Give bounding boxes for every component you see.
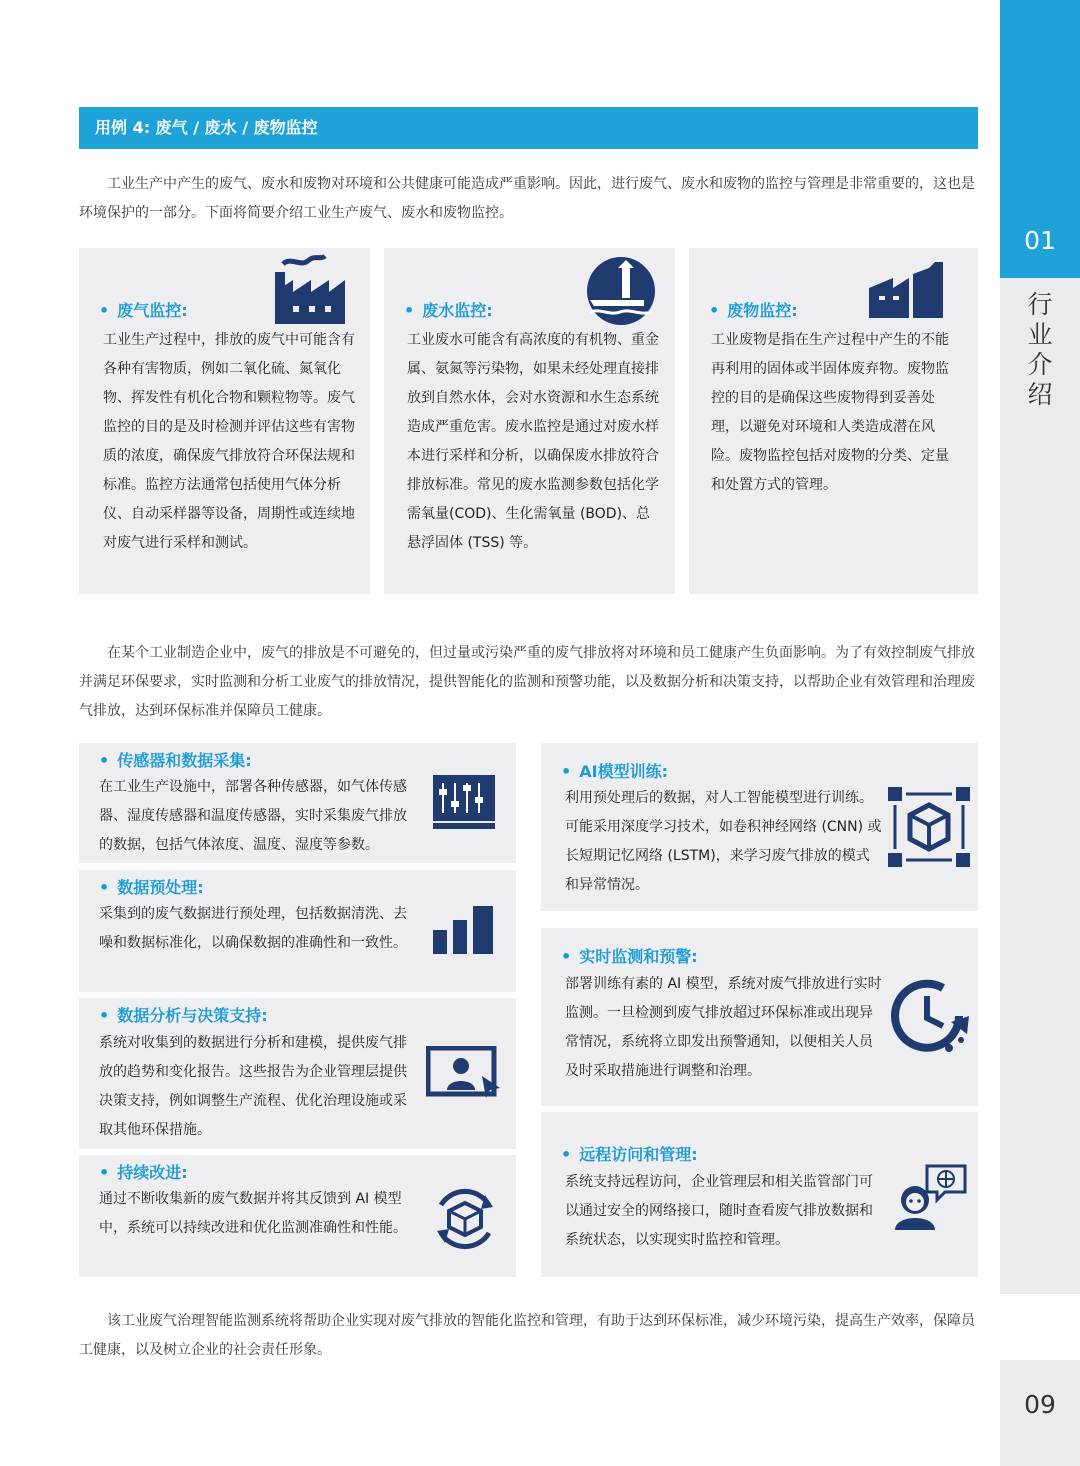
card-body: 在工业生产设施中，部署各种传感器，如气体传感器、湿度传感器和温度传感器，实时采集废气排放的数据，包括气体浓度、温度、湿度等参数。: [99, 779, 407, 853]
remote-support-icon: [891, 1162, 971, 1230]
card-ai-training: [541, 743, 978, 911]
cycle-cube-icon: [427, 1181, 503, 1257]
card-body: 利用预处理后的数据，对人工智能模型进行训练。可能采用深度学习技术，如卷积神经网络 (CNN) 或长短期记忆网络 (LSTM)，来学习废气排放的模式和异常情况。: [565, 790, 882, 893]
card-title: • AI模型训练:: [561, 762, 668, 781]
card-body: 系统对收集到的数据进行分析和建模，提供废气排放的趋势和变化报告。这些报告为企业管理层提供决策支持，例如调整生产流程、优化治理设施或采取其他环保措施。: [99, 1035, 407, 1138]
card-title: • 废水监控:: [404, 301, 493, 320]
card-realtime-monitoring: [541, 928, 978, 1106]
clock-refresh-icon: [889, 974, 973, 1058]
card-body: 工业废物是指在生产过程中产生的不能再利用的固体或半固体废弃物。废物监控的目的是确保这些废物得到妥善处理，以避免对环境和人类造成潜在风险。废物监控包括对废物的分类、定量和处置方式的管理。: [711, 332, 949, 493]
water-plant-icon: [584, 254, 658, 328]
card-waste-gas: [79, 248, 370, 594]
card-remote-access: [541, 1112, 978, 1277]
presentation-icon: [426, 1046, 502, 1100]
chapter-title: 行业介绍: [1027, 290, 1053, 409]
card-title: • 数据预处理:: [99, 878, 204, 897]
card-body: 部署训练有素的 AI 模型，系统对废气排放进行实时监测。一旦检测到废气排放超过环保标准或出现异常情况，系统将立即发出预警通知，以便相关人员及时采取措施进行调整和治理。: [565, 976, 882, 1079]
factory-icon: [269, 254, 349, 326]
card-title: • 远程访问和管理:: [561, 1145, 698, 1164]
card-title: • 废物监控:: [709, 301, 798, 320]
card-analysis: [79, 998, 516, 1149]
card-body: 工业生产过程中，排放的废气中可能含有各种有害物质，例如二氧化硫、氮氧化物、挥发性有机化合物和颗粒物等。废气监控的目的是及时检测并评估这些有害物质的浓度，确保废气排放符合环保法规和标准。监控方法通常包括使用气体分析仪、自动采样器等设备，周期性或连续地对废气进行采样和测试。: [103, 332, 355, 551]
intro-paragraph: 工业生产中产生的废气、废水和废物对环境和公共健康可能造成严重影响。因此，进行废气、废水和废物的监控与管理是非常重要的，这也是环境保护的一部分。下面将简要介绍工业生产废气、废水和废物监控。: [79, 176, 975, 221]
card-body: 采集到的废气数据进行预处理，包括数据清洗、去噪和数据标准化，以确保数据的准确性和一致性。: [99, 906, 407, 951]
card-waste-water: [384, 248, 675, 594]
card-title: • 持续改进:: [99, 1163, 188, 1182]
card-title: • 实时监测和预警:: [561, 947, 698, 966]
card-sensors: [79, 743, 516, 863]
bar-chart-icon: [431, 904, 497, 954]
card-body: 工业废水可能含有高浓度的有机物、重金属、氨氮等污染物，如果未经处理直接排放到自然水体，会对水资源和水生态系统造成严重危害。废水监控是通过对废水样本进行采样和分析，以确保废水排放符合排放标准。常见的废水监测参数包括化学需氧量(COD)、生化需氧量 (BOD)、总悬浮固体 (TSS) 等。: [407, 332, 659, 551]
chapter-number: 01: [1024, 226, 1056, 255]
card-title: • 传感器和数据采集:: [99, 751, 252, 770]
card-continuous-improvement: [79, 1155, 516, 1277]
card-solid-waste: [689, 248, 978, 594]
industrial-building-icon: [865, 258, 957, 320]
chapter-sidebar: [1000, 278, 1080, 1294]
sliders-icon: [431, 773, 497, 831]
middle-paragraph: 在某个工业制造企业中，废气的排放是不可避免的，但过量或污染严重的废气排放将对环境和员工健康产生负面影响。为了有效控制废气排放并满足环保要求，实时监测和分析工业废气的排放情况，提供智能化的监测和预警功能，以及数据分析和决策支持，以帮助企业有效管理和治理废气排放，达到环保标准并保障员工健康。: [79, 645, 975, 719]
card-title: • 数据分析与决策支持:: [99, 1006, 268, 1025]
conclusion-paragraph: 该工业废气治理智能监测系统将帮助企业实现对废气排放的智能化监控和管理，有助于达到环保标准，减少环境污染，提高生产效率，保障员工健康，以及树立企业的社会责任形象。: [79, 1313, 975, 1358]
section-title-bar: [79, 107, 978, 149]
card-title: • 废气监控:: [99, 301, 188, 320]
card-body: 系统支持远程访问，企业管理层和相关监管部门可以通过安全的网络接口，随时查看废气排放数据和系统状态，以实现实时监控和管理。: [565, 1174, 873, 1248]
card-preprocessing: [79, 870, 516, 992]
cube-frame-icon: [886, 785, 972, 869]
page-number: 09: [1024, 1390, 1056, 1419]
section-title: 用例 4: 废气 / 废水 / 废物监控: [95, 118, 318, 137]
card-body: 通过不断收集新的废气数据并将其反馈到 AI 模型中，系统可以持续改进和优化监测准确性和性能。: [99, 1191, 407, 1236]
